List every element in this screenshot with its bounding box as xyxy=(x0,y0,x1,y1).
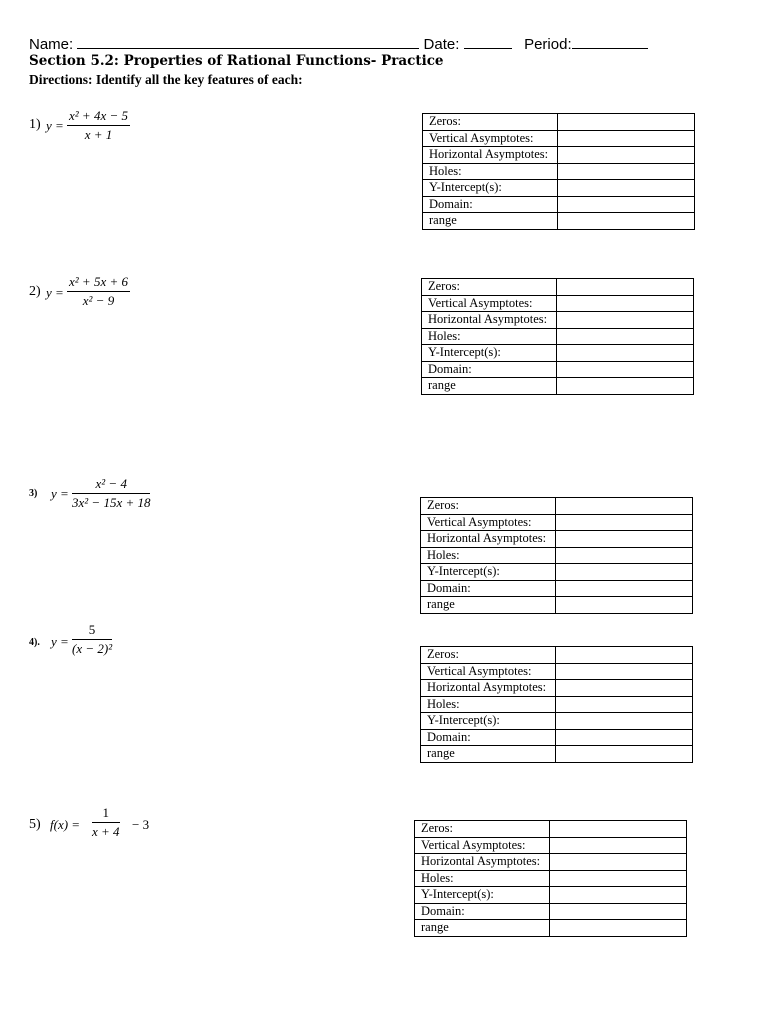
key-features-table-5 xyxy=(414,820,687,937)
date-label: Date: xyxy=(423,36,460,53)
table-row xyxy=(415,920,687,937)
answer-cell[interactable] xyxy=(556,564,693,581)
table-row xyxy=(423,114,695,131)
row-label: Vertical Asymptotes: xyxy=(415,837,550,854)
row-label: range xyxy=(422,378,557,395)
answer-cell[interactable] xyxy=(557,328,694,345)
key-features-table-3-clip xyxy=(420,497,696,623)
row-label: Vertical Asymptotes: xyxy=(421,514,556,531)
directions: Directions: Identify all the key features of each: xyxy=(29,72,303,87)
table-row xyxy=(423,213,695,230)
table-row xyxy=(421,564,693,581)
row-label: Horizontal Asymptotes: xyxy=(422,312,557,329)
answer-cell[interactable] xyxy=(556,547,693,564)
table-row xyxy=(415,837,687,854)
row-label: Horizontal Asymptotes: xyxy=(421,531,556,548)
name-label: Name: xyxy=(29,36,74,53)
denominator: 3x² − 15x + 18 xyxy=(72,495,151,510)
answer-cell[interactable] xyxy=(550,920,687,937)
period-blank[interactable] xyxy=(572,34,648,49)
table-row xyxy=(421,663,693,680)
answer-cell[interactable] xyxy=(557,378,694,395)
row-label: Horizontal Asymptotes: xyxy=(421,680,556,697)
row-label: range xyxy=(421,746,556,763)
row-label: Holes: xyxy=(422,328,557,345)
key-features-table-4 xyxy=(420,646,693,763)
answer-cell[interactable] xyxy=(550,887,687,904)
table-row xyxy=(421,729,693,746)
row-label: Vertical Asymptotes: xyxy=(422,295,557,312)
problem-number: 2) xyxy=(29,284,41,299)
function-suffix: − 3 xyxy=(132,817,150,832)
answer-cell[interactable] xyxy=(557,361,694,378)
key-features-table-3 xyxy=(420,497,693,614)
row-label: Domain: xyxy=(423,196,558,213)
answer-cell[interactable] xyxy=(550,870,687,887)
answer-cell[interactable] xyxy=(556,580,693,597)
table-row xyxy=(423,180,695,197)
row-label: range xyxy=(423,213,558,230)
row-label: Horizontal Asymptotes: xyxy=(415,854,550,871)
problem-number: 4). xyxy=(29,637,40,648)
row-label: Y-Intercept(s): xyxy=(421,713,556,730)
answer-cell[interactable] xyxy=(558,180,695,197)
row-label: Holes: xyxy=(415,870,550,887)
row-label: Holes: xyxy=(421,696,556,713)
function-fraction xyxy=(67,274,130,309)
numerator: 5 xyxy=(88,622,96,637)
row-label: Zeros: xyxy=(415,821,550,838)
date-blank[interactable] xyxy=(464,34,512,49)
problem-number: 5) xyxy=(29,817,41,832)
numerator: 1 xyxy=(102,805,110,820)
row-label: Horizontal Asymptotes: xyxy=(423,147,558,164)
table-row xyxy=(421,647,693,664)
row-label: Zeros: xyxy=(423,114,558,131)
table-row xyxy=(421,547,693,564)
answer-cell[interactable] xyxy=(558,130,695,147)
table-row xyxy=(421,580,693,597)
worksheet-title: Section 5.2: Properties of Rational Functions- Practice xyxy=(29,53,444,69)
row-label: Y-Intercept(s): xyxy=(421,564,556,581)
denominator: x + 1 xyxy=(84,127,113,142)
answer-cell[interactable] xyxy=(558,213,695,230)
row-label: Zeros: xyxy=(421,647,556,664)
table-row xyxy=(415,854,687,871)
answer-cell[interactable] xyxy=(556,680,693,697)
row-label: Vertical Asymptotes: xyxy=(423,130,558,147)
row-label: Y-Intercept(s): xyxy=(415,887,550,904)
answer-cell[interactable] xyxy=(556,663,693,680)
row-label: Y-Intercept(s): xyxy=(422,345,557,362)
table-row xyxy=(422,328,694,345)
key-features-table-2 xyxy=(421,278,694,395)
table-row xyxy=(415,821,687,838)
answer-cell[interactable] xyxy=(557,295,694,312)
function-lhs: y = xyxy=(46,285,64,300)
table-row xyxy=(415,903,687,920)
row-label: Holes: xyxy=(423,163,558,180)
table-row xyxy=(422,312,694,329)
function-lhs: y = xyxy=(51,634,69,649)
answer-cell[interactable] xyxy=(556,713,693,730)
answer-cell[interactable] xyxy=(558,163,695,180)
problem-number: 3) xyxy=(29,488,38,499)
answer-cell[interactable] xyxy=(550,854,687,871)
table-row xyxy=(422,361,694,378)
table-row xyxy=(423,130,695,147)
numerator: x² − 4 xyxy=(95,476,127,491)
table-row xyxy=(423,163,695,180)
table-row xyxy=(422,279,694,296)
problem-number: 1) xyxy=(29,117,41,132)
denominator: x + 4 xyxy=(92,824,120,839)
answer-cell[interactable] xyxy=(556,597,693,614)
table-row xyxy=(423,196,695,213)
table-row xyxy=(422,345,694,362)
table-row xyxy=(415,870,687,887)
table-row xyxy=(421,597,693,614)
row-label: Zeros: xyxy=(421,498,556,515)
answer-cell[interactable] xyxy=(556,514,693,531)
table-row xyxy=(421,680,693,697)
header-line xyxy=(29,34,648,53)
row-label: Domain: xyxy=(415,903,550,920)
answer-cell[interactable] xyxy=(556,531,693,548)
answer-cell[interactable] xyxy=(556,746,693,763)
function-fraction xyxy=(72,622,112,657)
row-label: range xyxy=(415,920,550,937)
function-fraction xyxy=(67,108,130,143)
table-row xyxy=(421,713,693,730)
name-blank[interactable] xyxy=(77,34,419,49)
row-label: Zeros: xyxy=(422,279,557,296)
row-label: Vertical Asymptotes: xyxy=(421,663,556,680)
answer-cell[interactable] xyxy=(557,312,694,329)
answer-cell[interactable] xyxy=(556,647,693,664)
answer-cell[interactable] xyxy=(558,114,695,131)
answer-cell[interactable] xyxy=(558,196,695,213)
denominator: x² − 9 xyxy=(82,293,115,308)
answer-cell[interactable] xyxy=(558,147,695,164)
row-label: Holes: xyxy=(421,547,556,564)
numerator: x² + 4x − 5 xyxy=(69,108,128,123)
table-row xyxy=(421,746,693,763)
answer-cell[interactable] xyxy=(557,345,694,362)
table-row xyxy=(415,887,687,904)
answer-cell[interactable] xyxy=(556,498,693,515)
table-row xyxy=(422,295,694,312)
period-label: Period: xyxy=(524,36,572,53)
numerator: x² + 5x + 6 xyxy=(69,274,128,289)
function-lhs: y = xyxy=(51,486,69,501)
row-label: range xyxy=(421,597,556,614)
table-row xyxy=(423,147,695,164)
answer-cell[interactable] xyxy=(550,903,687,920)
answer-cell[interactable] xyxy=(550,837,687,854)
function-fraction xyxy=(92,805,120,840)
row-label: Domain: xyxy=(421,729,556,746)
function-fraction xyxy=(72,476,150,511)
denominator: (x − 2)² xyxy=(72,641,113,656)
function-lhs: y = xyxy=(46,118,64,133)
answer-cell[interactable] xyxy=(550,821,687,838)
function-lhs: f(x) = xyxy=(50,817,81,832)
table-row xyxy=(421,696,693,713)
answer-cell[interactable] xyxy=(556,696,693,713)
table-row xyxy=(422,378,694,395)
table-row xyxy=(421,498,693,515)
answer-cell[interactable] xyxy=(557,279,694,296)
row-label: Y-Intercept(s): xyxy=(423,180,558,197)
table-row xyxy=(421,531,693,548)
table-row xyxy=(421,514,693,531)
row-label: Domain: xyxy=(422,361,557,378)
key-features-table-1 xyxy=(422,113,695,230)
row-label: Domain: xyxy=(421,580,556,597)
answer-cell[interactable] xyxy=(556,729,693,746)
